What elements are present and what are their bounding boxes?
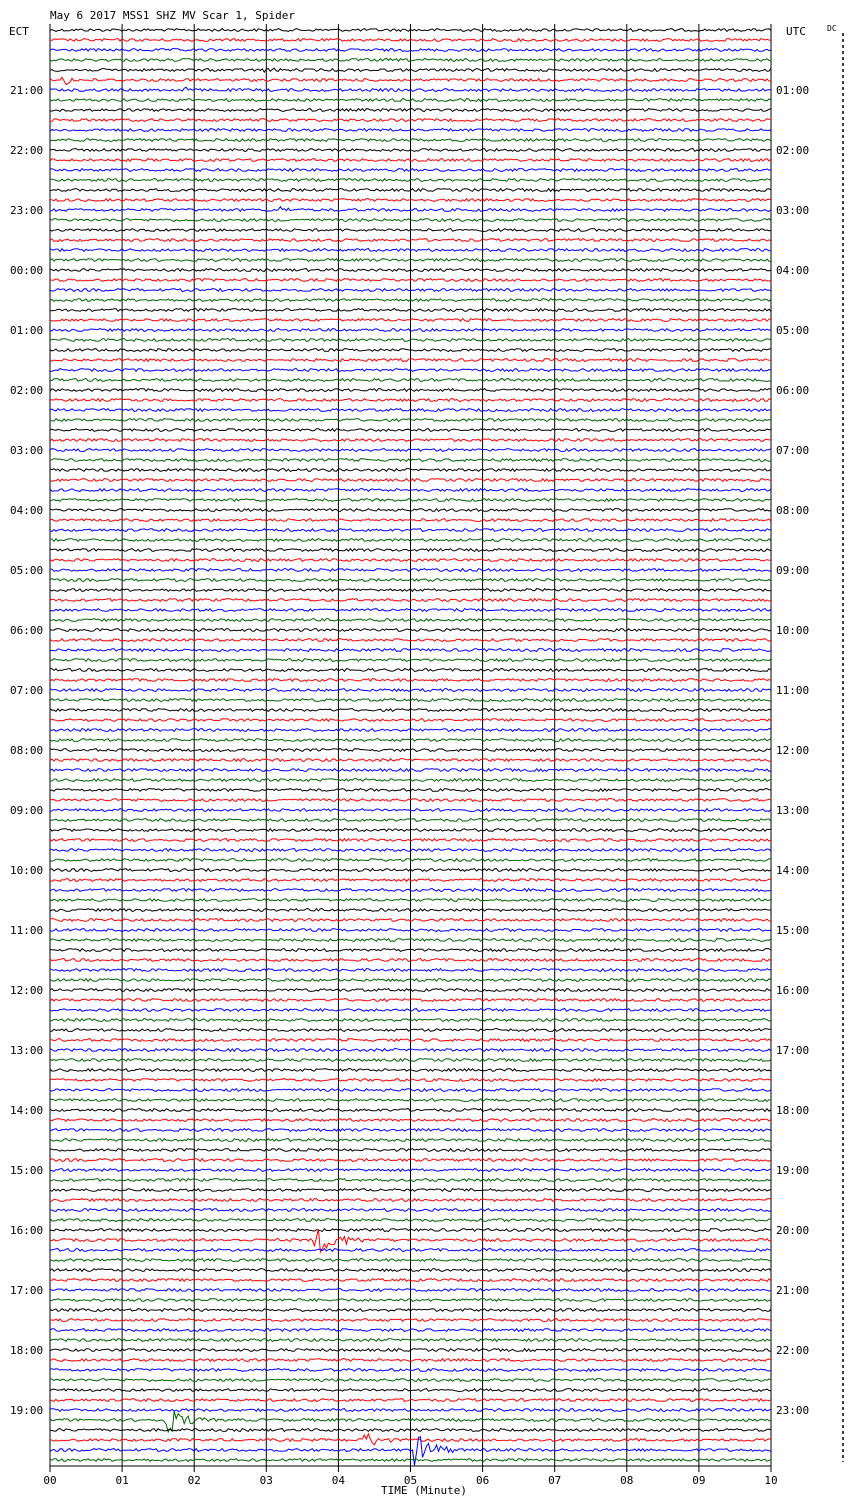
left-time-label: 10:00 [10, 864, 44, 877]
left-time-label: 11:00 [10, 924, 44, 937]
x-axis-label: TIME (Minute) [380, 1484, 468, 1497]
right-time-label: 21:00 [776, 1284, 810, 1297]
right-time-label: 16:00 [776, 984, 810, 997]
left-time-label: 04:00 [10, 504, 44, 517]
x-tick-label: 01 [115, 1474, 129, 1487]
right-time-label: 10:00 [776, 624, 810, 637]
left-time-label: 09:00 [10, 804, 44, 817]
chart-title: May 6 2017 MSS1 SHZ MV Scar 1, Spider [50, 9, 296, 22]
x-tick-label: 10 [764, 1474, 778, 1487]
right-time-label: 19:00 [776, 1164, 810, 1177]
right-time-label: 14:00 [776, 864, 810, 877]
x-tick-label: 02 [187, 1474, 201, 1487]
right-time-label: 02:00 [776, 144, 810, 157]
left-time-label: 03:00 [10, 444, 44, 457]
right-time-label: 01:00 [776, 84, 810, 97]
x-tick-label: 05 [403, 1474, 418, 1487]
left-time-label: 23:00 [10, 204, 44, 217]
x-tick-label: 07 [548, 1474, 562, 1487]
right-time-label: 04:00 [776, 264, 810, 277]
right-time-label: 11:00 [776, 684, 810, 697]
left-time-label: 21:00 [10, 84, 44, 97]
left-time-label: 08:00 [10, 744, 44, 757]
right-time-label: 08:00 [776, 504, 810, 517]
left-time-label: 02:00 [10, 384, 44, 397]
right-time-label: 22:00 [776, 1344, 810, 1357]
left-time-label: 07:00 [10, 684, 44, 697]
time-labels [10, 84, 809, 1417]
x-tick-label: 00 [43, 1474, 57, 1487]
left-time-label: 00:00 [10, 264, 44, 277]
right-time-label: 03:00 [776, 204, 810, 217]
left-time-label: 19:00 [10, 1404, 44, 1417]
x-tick-label: 09 [692, 1474, 706, 1487]
left-time-label: 13:00 [10, 1044, 44, 1057]
left-time-label: 05:00 [10, 564, 44, 577]
right-time-label: 13:00 [776, 804, 810, 817]
left-time-label: 01:00 [10, 324, 44, 337]
left-time-label: 16:00 [10, 1224, 44, 1237]
left-time-label: 06:00 [10, 624, 44, 637]
x-tick-label: 08 [620, 1474, 634, 1487]
x-tick-label: 03 [259, 1474, 273, 1487]
right-time-label: 23:00 [776, 1404, 810, 1417]
left-time-label: 17:00 [10, 1284, 44, 1297]
x-tick-label: 04 [331, 1474, 346, 1487]
right-time-label: 15:00 [776, 924, 810, 937]
right-time-label: 09:00 [776, 564, 810, 577]
right-time-label: 06:00 [776, 384, 810, 397]
left-time-label: 14:00 [10, 1104, 44, 1117]
left-timezone-label: ECT [9, 25, 29, 38]
x-tick-label: 06 [475, 1474, 490, 1487]
right-time-label: 20:00 [776, 1224, 810, 1237]
right-time-label: 12:00 [776, 744, 810, 757]
right-time-label: 05:00 [776, 324, 810, 337]
right-time-label: 17:00 [776, 1044, 810, 1057]
dc-tag: DC [827, 24, 837, 33]
right-time-label: 18:00 [776, 1104, 810, 1117]
left-time-label: 18:00 [10, 1344, 44, 1357]
right-time-label: 07:00 [776, 444, 810, 457]
left-time-label: 22:00 [10, 144, 44, 157]
left-time-label: 12:00 [10, 984, 44, 997]
right-timezone-label: UTC [786, 25, 806, 38]
left-time-label: 15:00 [10, 1164, 44, 1177]
